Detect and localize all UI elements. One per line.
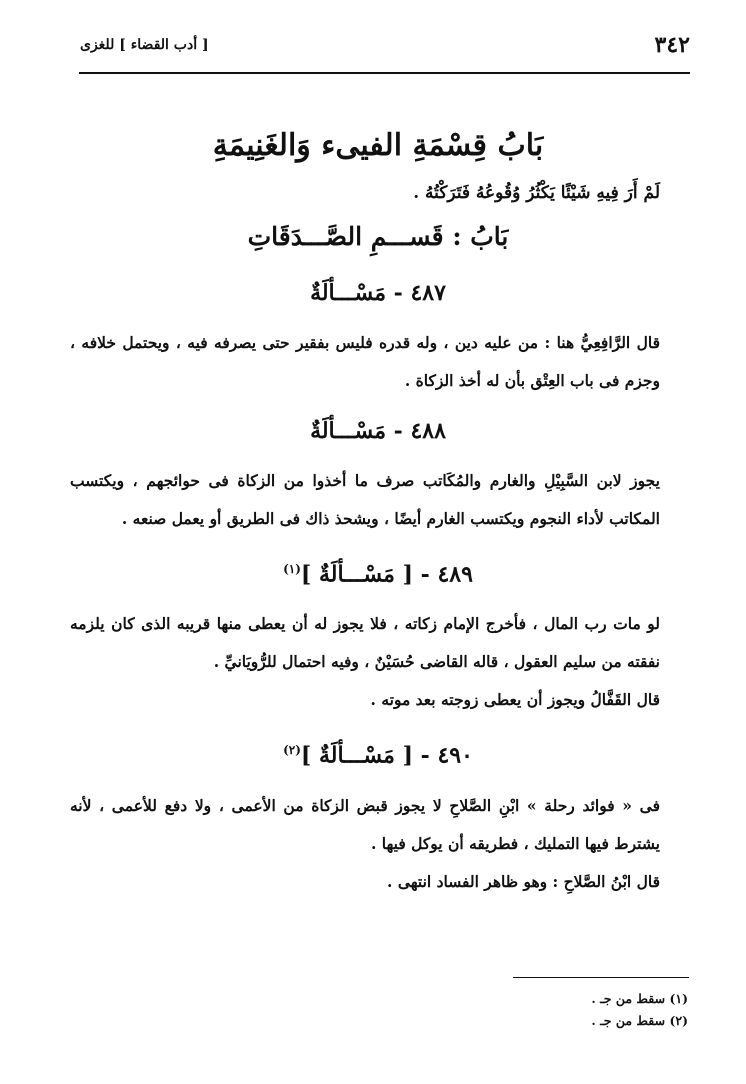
issue-490-text-2: قال ابْنُ الصَّلاحِ : وهو ظاهر الفساد انتهى . [387, 871, 660, 891]
issue-489-text: لو مات رب المال ، فأخرج الإمام زكاته ، فلا يجوز له أن يعطى منها قريبه الذى كان يلزمه نفقته من سليم العقول ، قاله القاضى حُسَيْنٌ ، وفيه احتمال للرُّويَانيِّ . [70, 614, 660, 672]
issue-488-text: يجوز لابن السَّبِيْلِ والغارم والمُكَاتب صرف ما أخذوا من الزكاة فى حوائجهم ، ويكتسب المكاتب لأداء النجوم ويكتسب الغارم أيضًا ، ويشحذ ذاك فى الطريق أو يعمل صنعه . [70, 471, 660, 528]
issue-489-title: ٤٨٩ - [ مَسْـــألَةٌ ] [300, 561, 473, 588]
issue-490-heading [70, 719, 686, 786]
issue-490-text: فى « فوائد رحلة » ابْنِ الصَّلاحِ لا يجوز قبض الزكاة من الأعمى ، ولا دفع للأعمى ، لأنه يشترط فيها التمليك ، فطريقه أن يوكل فيها . [70, 795, 660, 853]
running-title: [ أدب القضاء ] للغزى [80, 37, 209, 53]
footnotes [591, 988, 688, 1032]
footnote-ref-2: (٢) [283, 743, 301, 758]
page-number: ٣٤٢ [654, 32, 690, 58]
footnote-1: (١) سقط من جـ . [591, 991, 688, 1006]
issue-489-heading [70, 538, 686, 605]
chapter-title-sadaqat: بَابُ : قَســـمِ الصَّـــدَقَاتِ [247, 222, 509, 251]
issue-487-text: قال الرَّافِعِيُّ هنا : من عليه دين ، وله قدره فليس بفقير حتى يصرفه فيه ، ويحتمل خلافه ، وجزم فى باب العِتْق بأن له أخذ الزكاة . [70, 333, 660, 390]
page-header [80, 30, 690, 60]
issue-488-heading: ٤٨٨ - مَسْـــألَةٌ [310, 418, 446, 444]
footnote-ref-1: (١) [283, 562, 301, 576]
issue-487-heading: ٤٨٧ - مَسْـــألَةٌ [310, 280, 446, 306]
issue-489-text-2: قال القَفَّالُ ويجوز أن يعطى زوجته بعد موته . [370, 690, 660, 710]
issue-490-title: ٤٩٠ - [ مَسْـــألَةٌ ] [300, 742, 473, 769]
chapter-text-fay: لَمْ أَرَ فِيهِ شَيْئًا يَكْثُرُ وُقُوعُهُ فَتَرَكْتُهُ . [413, 183, 660, 203]
footnote-rule [513, 977, 689, 978]
header-rule [79, 72, 690, 74]
footnote-2: (٢) سقط من جـ . [591, 1013, 688, 1028]
chapter-title-fay: بَابُ قِسْمَةِ الفيىء وَالغَنِيمَةِ [212, 128, 544, 163]
page-body [70, 118, 686, 901]
